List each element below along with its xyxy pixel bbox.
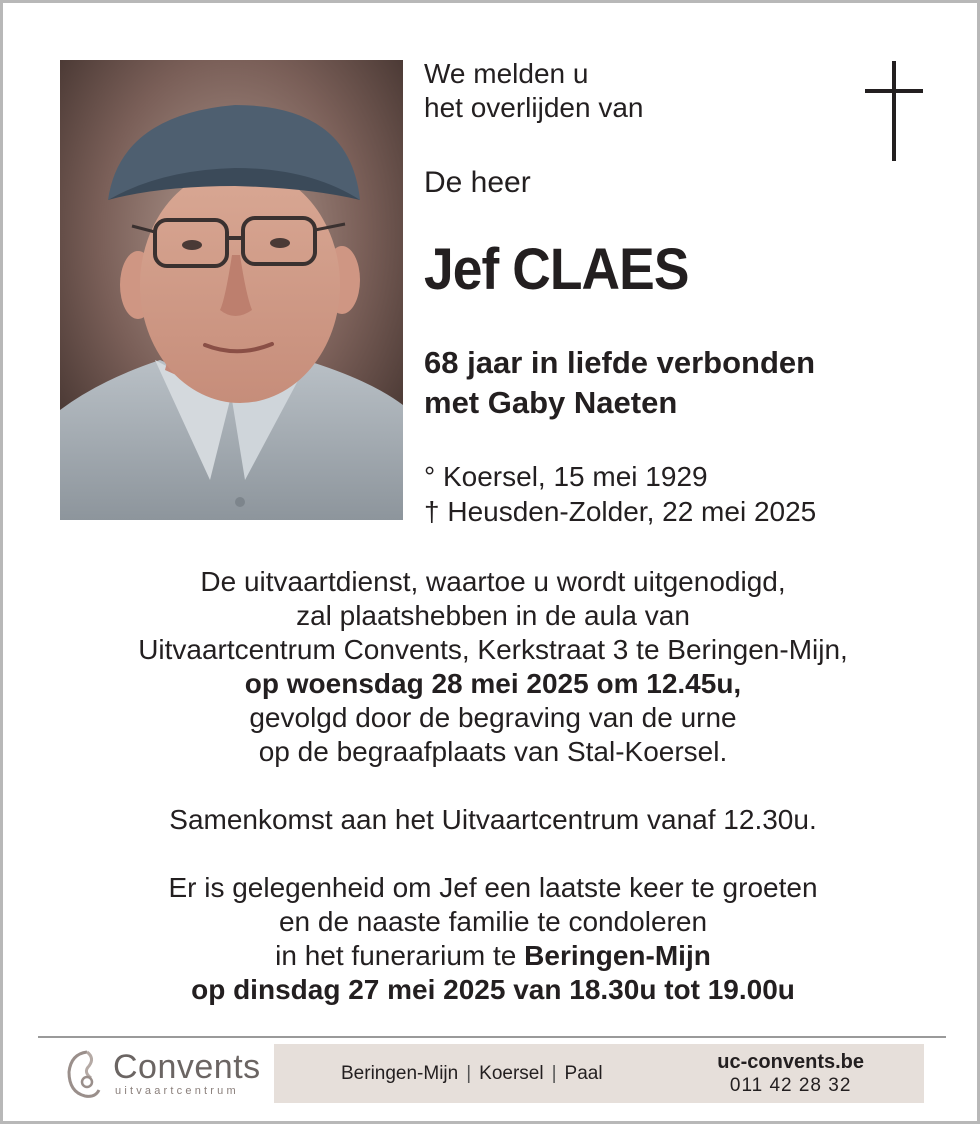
gathering-line: Samenkomst aan het Uitvaartcentrum vanaf 12.30u. [169,804,817,835]
visitation-place: Beringen-Mijn [524,940,711,971]
contact-info [717,1050,864,1098]
service-line: De uitvaartdienst, waartoe u wordt uitgenodigd, [200,566,786,597]
website-link[interactable]: uc-convents.be [717,1051,864,1073]
intro-line: We melden u [424,58,589,89]
footer-divider [38,1036,946,1038]
death-date: † Heusden-Zolder, 22 mei 2025 [424,496,817,527]
phone-number: 011 42 28 32 [729,1075,852,1096]
visitation-line: en de naaste familie te condoleren [278,906,708,937]
deceased-name: Jef CLAES [424,237,689,302]
service-line: op de begraafplaats van Stal-Koersel. [258,736,728,767]
service-line: zal plaatshebben in de aula van [296,600,690,631]
logo-brand: Conven⁠ts [113,1048,261,1086]
location-item: Paal [564,1063,603,1084]
location-item: Beringen-Mijn [341,1063,459,1084]
logo-subtitle: uitvaartcentrum [115,1085,239,1097]
intro-text [424,57,643,125]
title-prefix: De heer [424,166,531,199]
intro-line: het overlijden van [424,92,644,123]
cross-icon [865,61,923,161]
relation-line: 68 jaar in liefde verbonden [424,345,816,380]
visitation-line: Er is gelegenheid om Jef een laatste keer te groeten [168,872,818,903]
footer-contact-bar [274,1044,924,1103]
relation-text [424,343,815,423]
convents-logo-icon [65,1048,105,1100]
service-datetime: op woensdag 28 mei 2025 om 12.45u, [244,668,742,699]
birth-date: ° Koersel, 15 mei 1929 [424,461,708,492]
portrait-photo [60,60,403,520]
life-dates [424,459,816,529]
visitation-datetime: op dinsdag 27 mei 2025 van 18.30u tot 19.00u [191,974,795,1005]
visitation-line [3,939,980,973]
locations-list: Beringen-Mijn | Koersel | Paal [341,1063,603,1084]
service-line: Uitvaartcentrum Convents, Kerkstraat 3 te Beringen-Mijn, [138,634,848,665]
relation-line: met Gaby Naeten [424,385,678,420]
service-line: gevolgd door de begraving van de urne [249,702,737,733]
visitation-prefix: in het funerarium te [275,940,525,971]
service-details [3,565,980,1007]
location-item: Koersel [479,1063,544,1084]
convents-logo [65,1048,265,1100]
